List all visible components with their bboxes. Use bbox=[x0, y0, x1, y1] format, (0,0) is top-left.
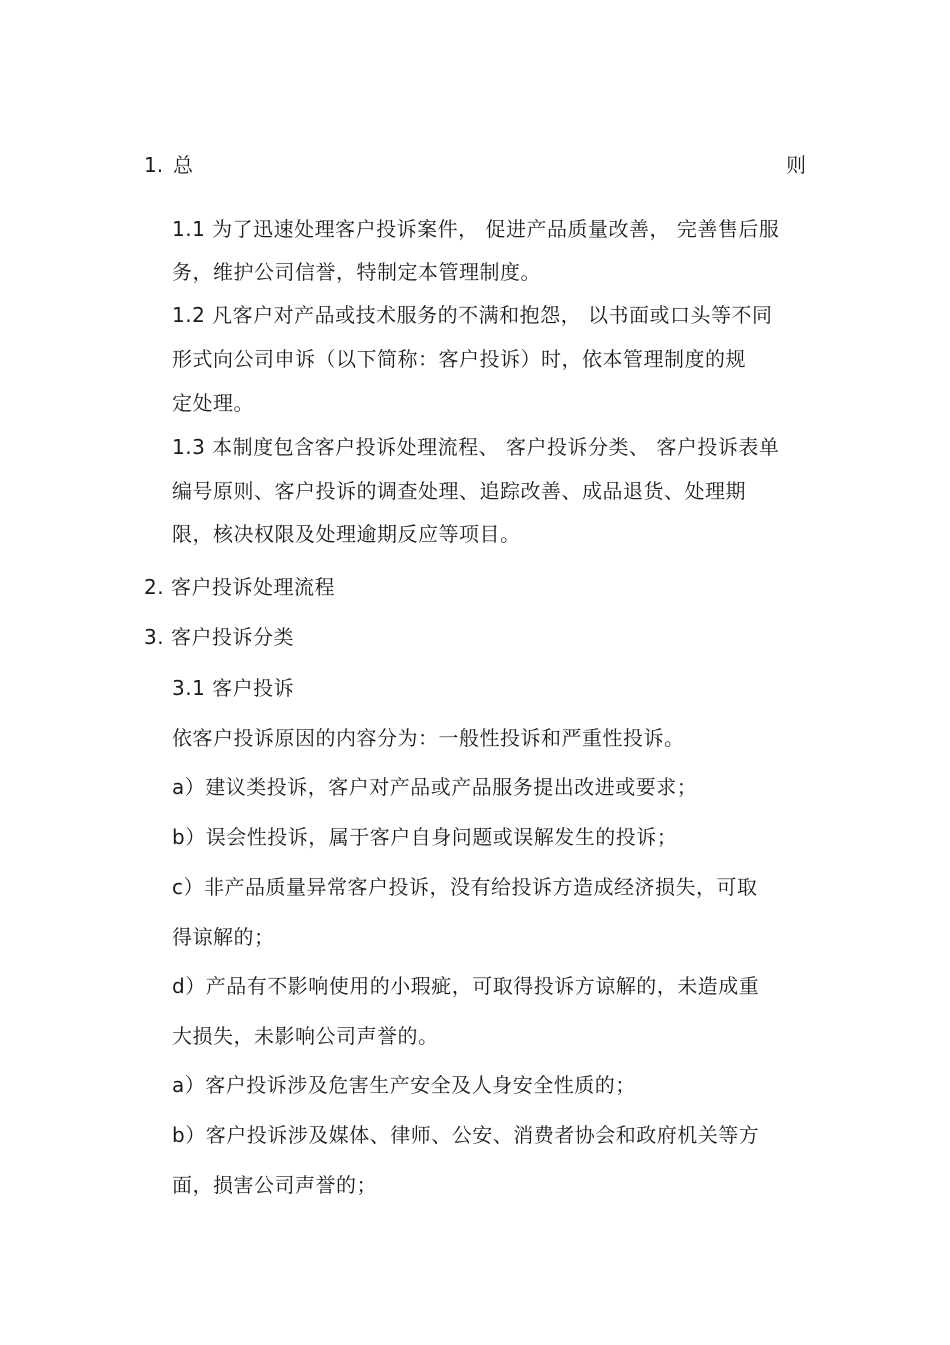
classification-intro: 依客户投诉原因的内容分为：一般性投诉和严重性投诉。 bbox=[172, 726, 685, 750]
paragraph-1-3-line-3: 限，核决权限及处理逾期反应等项目。 bbox=[172, 522, 521, 546]
paragraph-1-1-line-1: 1.1 为了迅速处理客户投诉案件， 促进产品质量改善， 完善售后服 bbox=[172, 217, 780, 241]
general-item-b: b）误会性投诉，属于客户自身问题或误解发生的投诉； bbox=[172, 825, 678, 849]
section-1-number: 1. bbox=[144, 153, 164, 177]
paragraph-1-2-line-1: 1.2 凡客户对产品或技术服务的不满和抱怨， 以书面或口头等不同 bbox=[172, 303, 773, 327]
serious-item-b-line-1: b）客户投诉涉及媒体、律师、公安、消费者协会和政府机关等方 bbox=[172, 1123, 760, 1147]
serious-item-a: a）客户投诉涉及危害生产安全及人身安全性质的； bbox=[172, 1073, 636, 1097]
general-item-c-line-1: c）非产品质量异常客户投诉，没有给投诉方造成经济损失，可取 bbox=[172, 875, 758, 899]
section-2-heading: 2. 客户投诉处理流程 bbox=[144, 575, 335, 599]
serious-item-b-line-2: 面，损害公司声誉的； bbox=[172, 1173, 377, 1197]
general-item-d-line-2: 大损失，未影响公司声誉的。 bbox=[172, 1024, 439, 1048]
section-1-heading bbox=[144, 151, 806, 179]
paragraph-1-3-line-1: 1.3 本制度包含客户投诉处理流程、 客户投诉分类、 客户投诉表单 bbox=[172, 435, 780, 459]
general-item-d-line-1: d）产品有不影响使用的小瑕疵，可取得投诉方谅解的，未造成重 bbox=[172, 974, 760, 998]
paragraph-1-1-line-2: 务，维护公司信誉，特制定本管理制度。 bbox=[172, 260, 541, 284]
general-item-c-line-2: 得谅解的； bbox=[172, 925, 275, 949]
paragraph-1-2-line-3: 定处理。 bbox=[172, 391, 254, 415]
paragraph-1-2-line-2: 形式向公司申诉（以下简称：客户投诉）时，依本管理制度的规 bbox=[172, 347, 746, 371]
general-item-a: a）建议类投诉，客户对产品或产品服务提出改进或要求； bbox=[172, 775, 698, 799]
subsection-3-1-heading: 3.1 客户投诉 bbox=[172, 676, 295, 700]
paragraph-1-3-line-2: 编号原则、客户投诉的调查处理、追踪改善、成品退货、处理期 bbox=[172, 479, 746, 503]
section-1-title-right: 则 bbox=[786, 153, 806, 177]
section-3-heading: 3. 客户投诉分类 bbox=[144, 625, 294, 649]
section-1-title-left: 总 bbox=[173, 153, 193, 177]
